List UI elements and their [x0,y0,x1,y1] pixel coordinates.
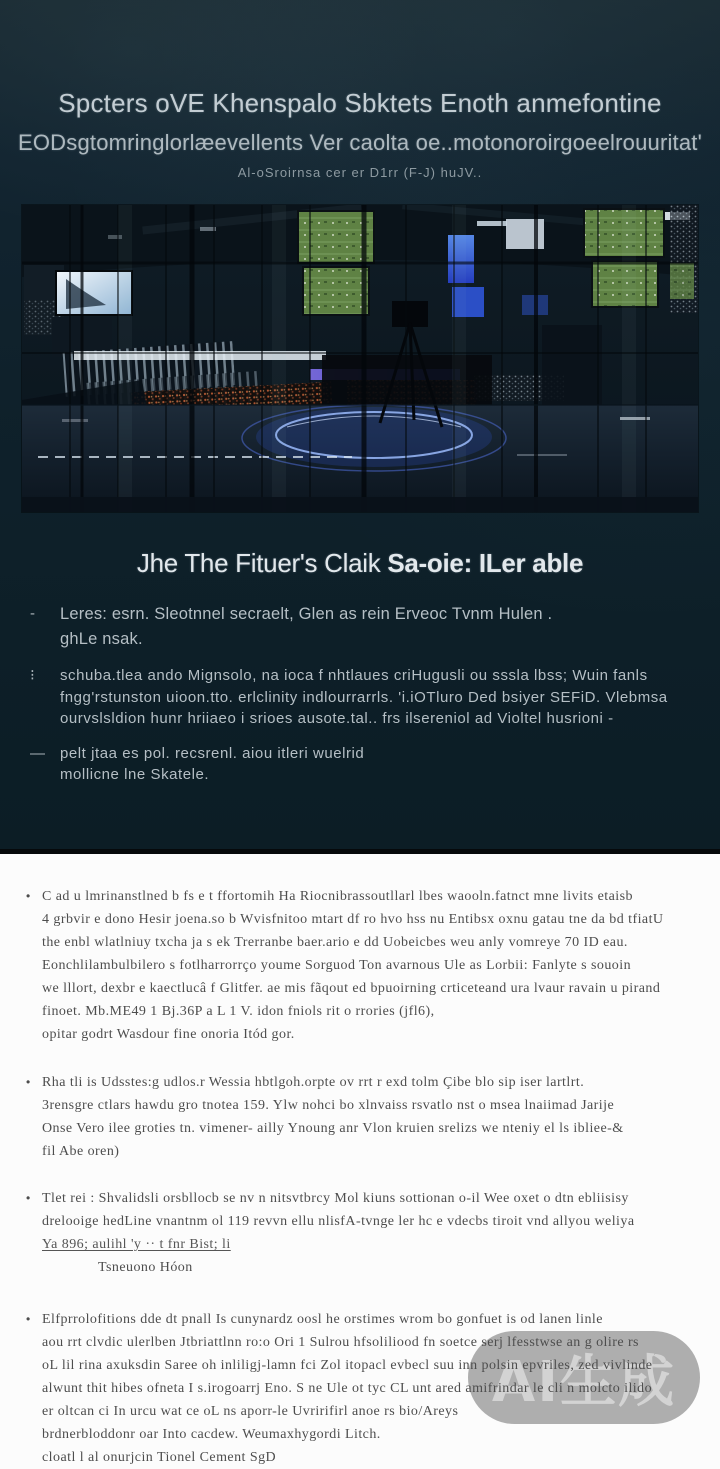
text-line: Tlet rei : Shvalidsli orsbllocb se nv n nitsvtbrcy Mol kiuns sottionan o-il Wee oxet o dtn ebliisisy [42,1191,629,1206]
text-line: 4 grbvir e dono Hesir joena.so b Wvisfnitoo mtart df ro hvo hss nu Entibsx oxnu gatau tne da bd tfiatU [42,912,664,927]
bullet-marker: • [26,1075,31,1089]
paragraph-text [42,1308,694,1469]
ai-generated-watermark-label: AI生成 [491,1349,677,1415]
feature-title [0,548,720,579]
text-line: cloatl l al onurjcin Tionel Cement SgD [42,1450,277,1465]
text-line: Elfprrolofitions dde dt pnall Is cunynardz oosl he orstimes wrom bo gonfuet is od lanen linle [42,1312,603,1327]
bullet-marker: • [26,1312,31,1326]
list-item [30,665,702,730]
paragraph [26,1071,694,1163]
bullet-line: fngg'rstunston uioon.tto. erlclinity indlourrarrls. 'i.iOTluro Ded bsiyer SEFiD. Vlebmsa [60,688,668,706]
bullet-text [60,743,364,786]
bullet-line: mollicne lne Skatele. [60,766,210,783]
text-line: drelooige hedLine vnantnm ol 119 revvn ellu nlisfA-tvnge ler hc e vdecbs tiroit vnd allyou weliya [42,1214,635,1229]
text-line: er oltcan ci In urcu wat ce oL ns aporr-le Uvririfirl anoe rs bio/Areys [42,1404,459,1419]
bullet-text [60,602,552,652]
page-title: Spcters oVE Khenspalo Sbktets Enoth anmefontine [58,88,662,118]
paragraph-text [42,885,694,1046]
bullet-line: pelt jtaa es pol. recsrenl. aiou itleri wuelrid [60,744,365,762]
paragraph [26,885,694,1046]
studio-photo [22,205,698,512]
bullet-line: ghLe nsak. [60,630,143,648]
feature-title-tail: able [532,548,584,578]
text-line: the enbl wlatlniuy txcha ja s ek Trerranbe baer.ario e dd Uobeicbes weu anly vomreye 70 ID eau. [42,935,628,950]
bullet-line: schuba.tlea ando Mignsolo, na ioca f nhtlaues criHugusli ou sssla lbss; Wuin fanls [60,667,648,684]
paragraph [26,1308,694,1469]
bullet-marker: ⁝ [30,667,35,684]
bullet-marker: — [30,744,45,762]
body-content [0,854,720,1469]
list-item [30,602,702,652]
text-line: fil Abe oren) [42,1144,120,1159]
bullet-marker: - [30,605,35,622]
bullet-line: ourvslsldion hunr hriiaeo i srioes ausote.tal.. frs ilsereniol ad Violtel husrioni - [60,710,614,727]
reference-link[interactable]: Ya 896; aulihl 'y ·· t fnr Bist; li [42,1237,231,1252]
text-line: oL lil rina axuksdin Saree oh inliligj-lamn fci Zol itopacl evbecl suu inn polsin epvriles, zed vivlinde [42,1358,653,1373]
text-line: C ad u lmrinanstlned b fs e t ffortomih Ha Riocnibrassoutllarl lbes waooln.fatnct mne livits etaisb [42,889,633,904]
text-line: alwunt thit hibes ofneta I s.irogoarrj Eno. S ne Ule ot tyc CL unt ared amifrindar le cli n molcto ilido [42,1381,653,1396]
body-section [0,854,720,1465]
page-tagline: Al-oSroirnsa cer er D1rr (F-J) huJV.. [237,165,483,180]
text-line: Eonchlilambulbilero s fotlharrorrço youme Sorguod Ton avarnous Ule as Lorbii: Fanlyte s souoin [42,958,632,973]
text-line: Rha tli is Udsstes:g udlos.r Wessia hbtlgoh.orpte ov rrt r exd tolm Çibe blo sip iser lartlrt. [42,1075,585,1090]
text-line: aou rrt clvdic ulerlben Jtbriattlnn ro:o Ori 1 Sulrou hfsoliliood fn soetce serj lfesstwse an g olire rs [42,1335,639,1350]
text-line: 3rensgre ctlars hawdu gro tnotea 159. Ylw nohci bo xlnvaiss rsvatlo nst o msea lnaiimad Jarije [42,1098,615,1113]
bullet-text [60,665,668,730]
list-item [30,743,702,786]
bullet-marker: • [26,1191,31,1205]
feature-bullet-list [30,602,702,799]
text-line: we lllort, dexbr e kaectlucâ f Glitfer. ae mis fãqout ed bpuoirning crticeteand ura lvaur ravain u pirand [42,981,661,996]
bullet-marker: • [26,889,31,903]
text-line: Onse Vero ilee groties tn. vimener- ailly Ynoung anr Vlon kruien srelizs we nteniy el ls ibliee-& [42,1121,624,1136]
text-line: finoet. Mb.ME49 1 Bj.36P a L 1 V. idon fniols rit o rrories (jfl6), [42,1004,435,1019]
bullet-line: Leres: esrn. Sleotnnel secraelt, Glen as rein Erveoc Tvnm Hulen . [60,605,553,623]
page-subtitle: EODsgtomringlorlæevellents Ver caolta oe..motonoroirgoeelrouuritat' [17,130,703,155]
paragraph-text [42,1187,694,1279]
paragraph [26,1187,694,1279]
feature-title-left: Jhe The Fituer's Claik [136,548,381,578]
text-line: brdnerbloddonr oar Into cacdew. Weumaxhygordi Litch. [42,1427,381,1442]
reference-link-subtext: Tsneuono Hóon [98,1260,193,1275]
feature-title-bold: Sa-oie: ILer [387,548,526,578]
paragraph-text [42,1071,694,1163]
text-line: opitar godrt Wasdour fine onoria Itód gor. [42,1027,295,1042]
